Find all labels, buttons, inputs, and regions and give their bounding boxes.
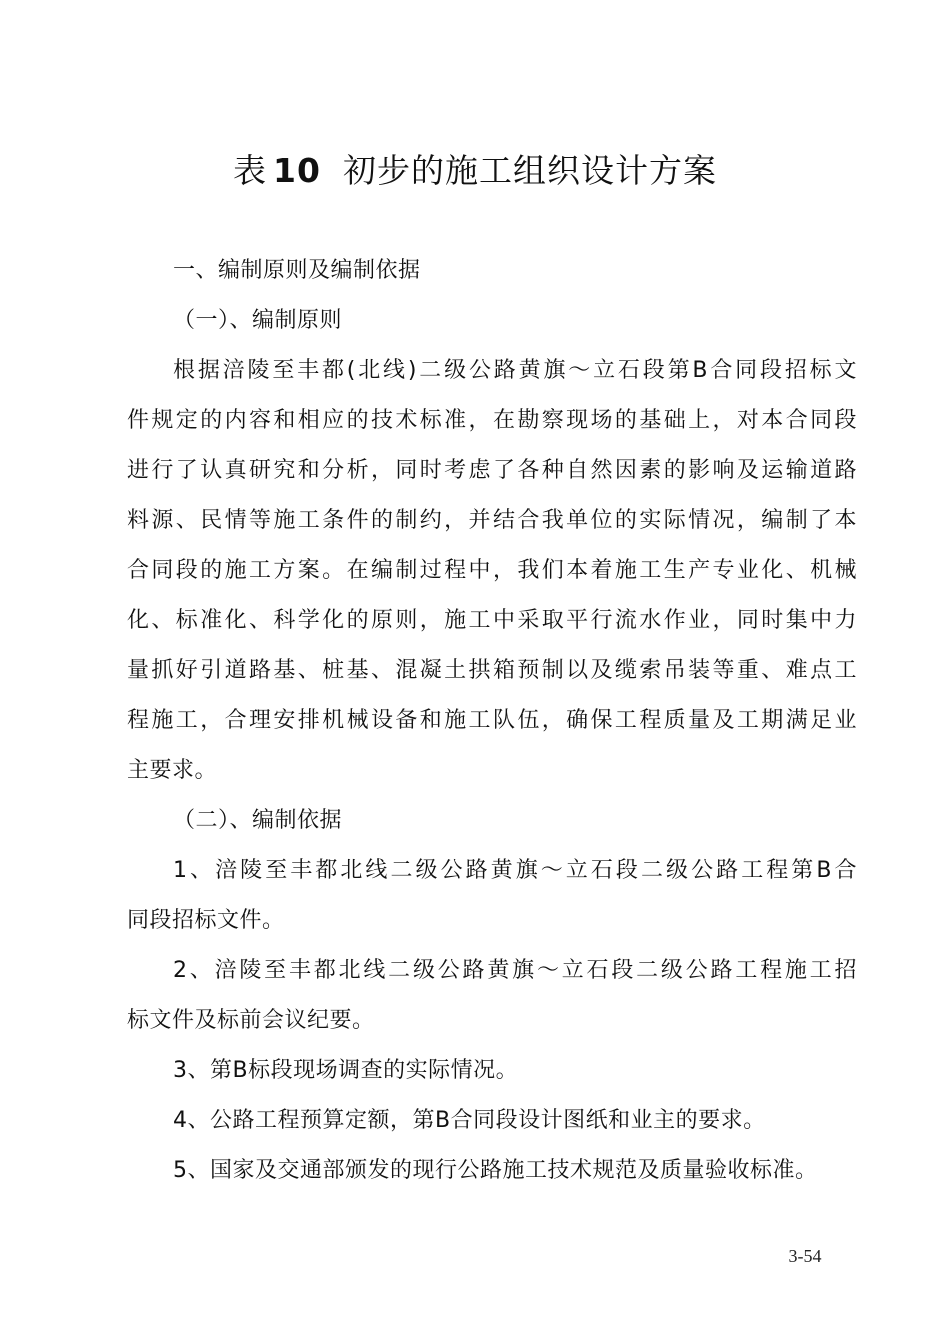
list-item-continuation: 同段招标文件。 — [127, 908, 285, 933]
paragraph-line: 件规定的内容和相应的技术标准，在勘察现场的基础上，对本合同段 — [127, 408, 857, 433]
paragraph-line: 根据涪陵至丰都(北线)二级公路黄旗～立石段第B合同段招标文 — [173, 358, 857, 383]
title-number: 10 — [273, 151, 321, 190]
paragraph-line: 量抓好引道路基、桩基、混凝土拱箱预制以及缆索吊装等重、难点工 — [127, 658, 857, 683]
list-item: 3、第B标段现场调查的实际情况。 — [173, 1058, 519, 1083]
page-number: 3-54 — [788, 1246, 822, 1266]
paragraph-line: 进行了认真研究和分析，同时考虑了各种自然因素的影响及运输道路 — [127, 458, 857, 483]
paragraph-line: 主要求。 — [127, 758, 218, 783]
list-item: 4、公路工程预算定额，第B合同段设计图纸和业主的要求。 — [173, 1108, 766, 1133]
section-heading: 一、编制原则及编制依据 — [173, 258, 421, 283]
title-prefix: 表 — [233, 151, 268, 190]
subsection-heading-basis: （二）、编制依据 — [173, 808, 343, 833]
subsection-heading-principles: （一）、编制原则 — [173, 308, 343, 333]
list-item: 1、涪陵至丰都北线二级公路黄旗～立石段二级公路工程第B合 — [173, 858, 857, 883]
paragraph-line: 料源、民情等施工条件的制约，并结合我单位的实际情况，编制了本 — [127, 508, 857, 533]
paragraph-line: 化、标准化、科学化的原则，施工中采取平行流水作业，同时集中力 — [127, 608, 857, 633]
list-item: 5、国家及交通部颁发的现行公路施工技术规范及质量验收标准。 — [173, 1158, 818, 1183]
list-item: 2、涪陵至丰都北线二级公路黄旗～立石段二级公路工程施工招 — [173, 958, 857, 983]
paragraph-line: 合同段的施工方案。在编制过程中，我们本着施工生产专业化、机械 — [127, 558, 857, 583]
list-item-continuation: 标文件及标前会议纪要。 — [127, 1008, 375, 1033]
title-text: 初步的施工组织设计方案 — [342, 151, 717, 190]
paragraph-line: 程施工，合理安排机械设备和施工队伍，确保工程质量及工期满足业 — [127, 708, 857, 733]
page-title — [0, 148, 950, 194]
